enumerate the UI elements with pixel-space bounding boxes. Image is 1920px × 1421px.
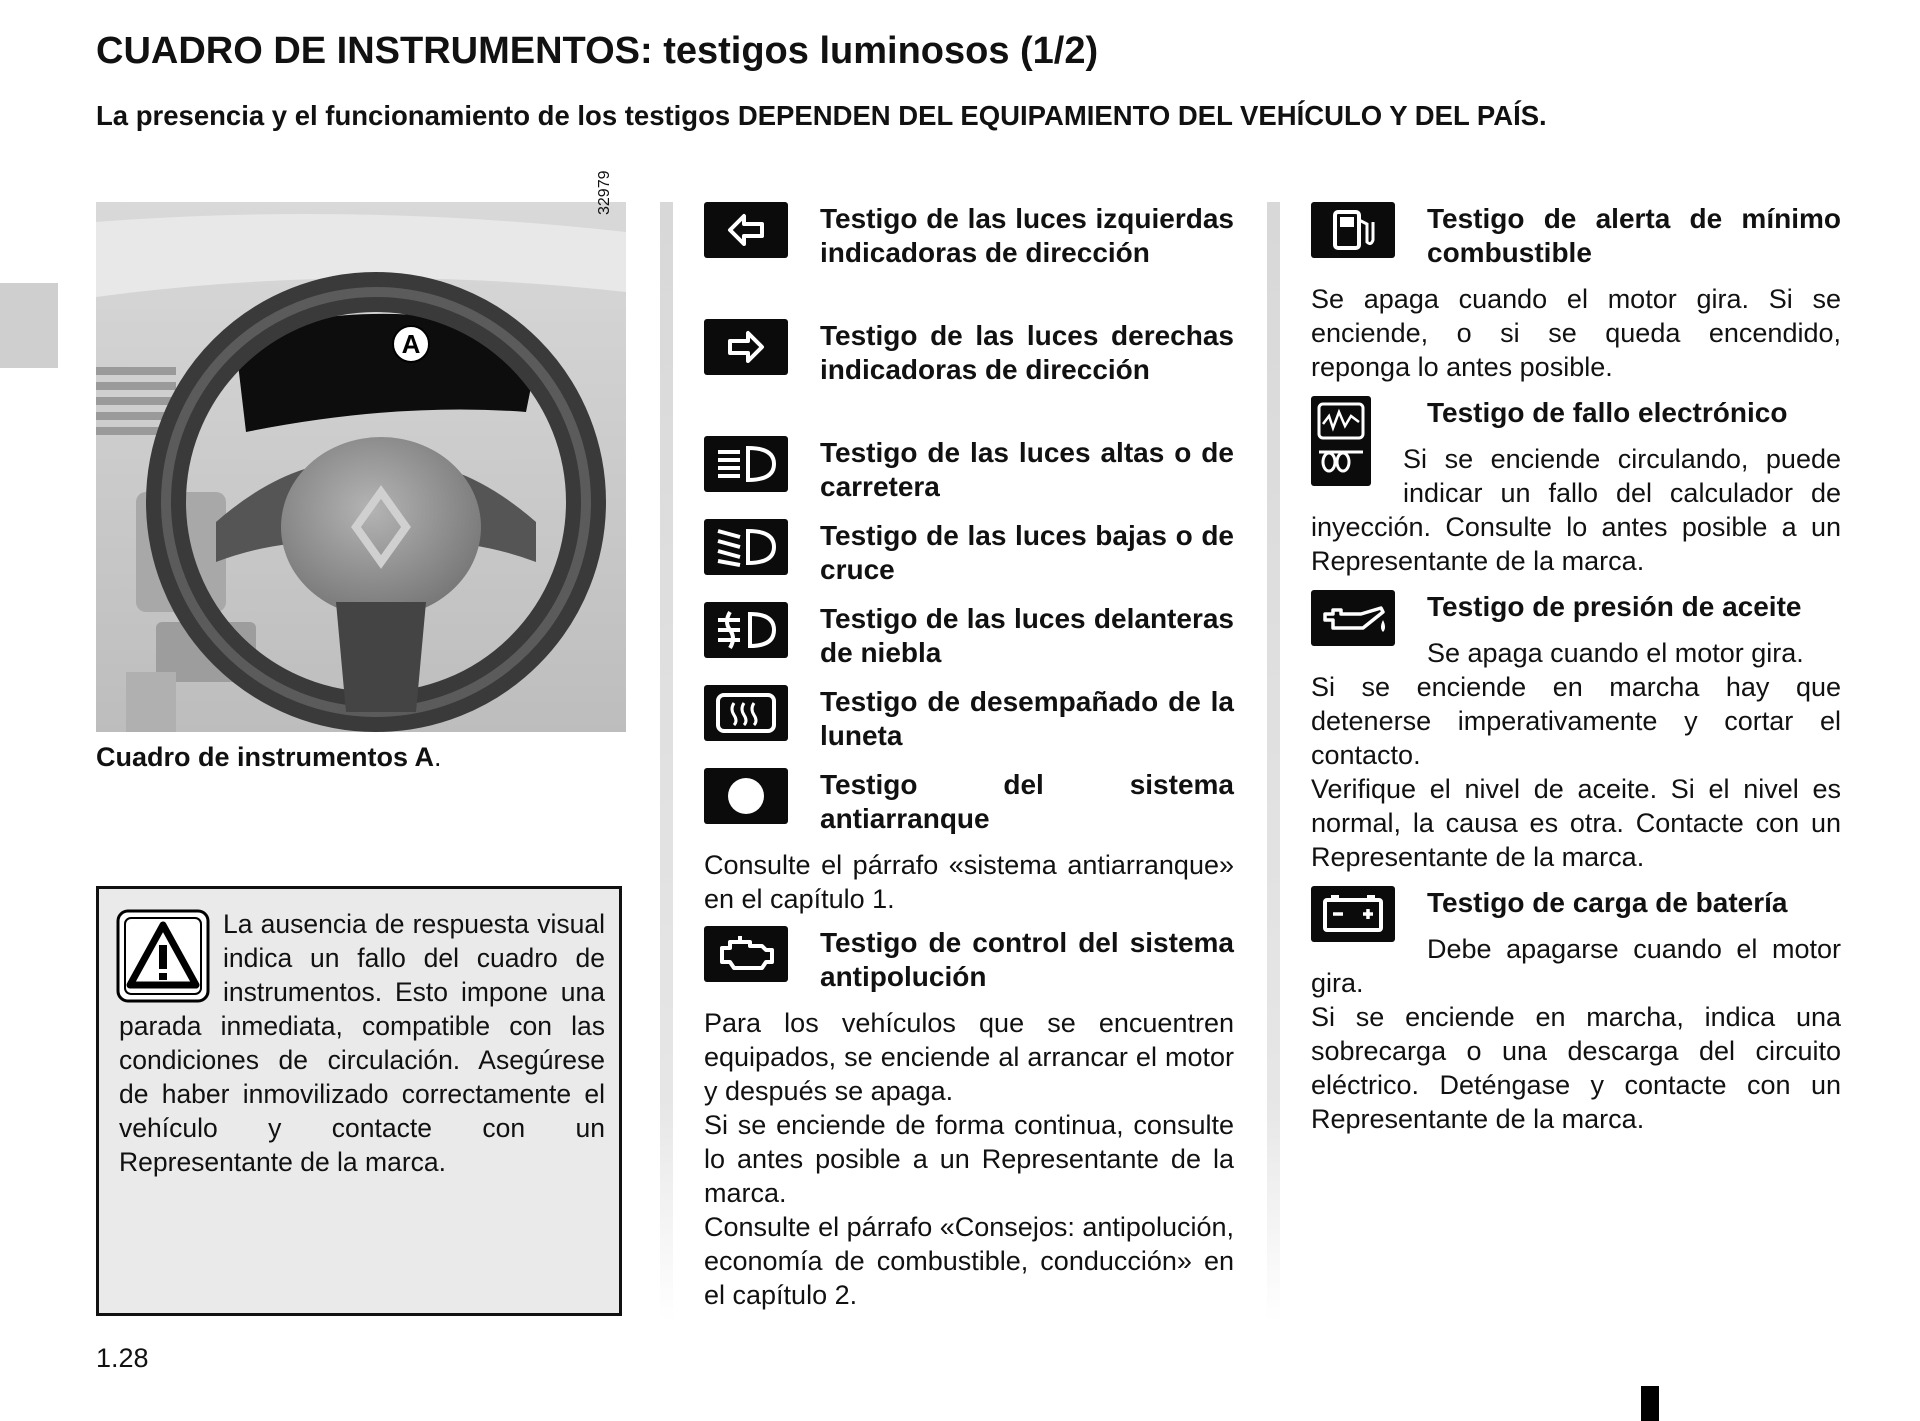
indicator-entry: Testigo de alerta de mínimo combustible Se apaga cuando el motor gira. Si se enciende, o si se queda encendido, reponga lo antes posible. xyxy=(1311,203,1841,382)
immobilizer-dot-icon xyxy=(704,768,788,824)
right-turn-arrow-icon xyxy=(704,319,788,375)
middle-column xyxy=(704,202,1234,1312)
indicator-entry: Testigo de las luces altas o de carretera xyxy=(704,436,1234,519)
chapter-side-tab xyxy=(0,283,58,368)
indicator-entry: Testigo de las luces delanteras de niebla xyxy=(704,602,1234,685)
page-corner-mark xyxy=(1641,1386,1659,1421)
rear-defrost-icon xyxy=(704,685,788,741)
right-column xyxy=(1311,202,1841,1136)
high-beam-icon xyxy=(704,436,788,492)
indicator-entry: Testigo de control del sistema antipolución Para los vehículos que se encuentren equipados, se enciende al arrancar el motor y después se apaga. Si se enciende de forma continua, consulte lo antes posible a un Representante de la marca. Consulte el párrafo «Consejos: antipolución, economía de combustible, conducción» en el capítulo 2. xyxy=(704,927,1234,1310)
low-beam-icon xyxy=(704,519,788,575)
indicator-entry: Testigo de las luces bajas o de cruce xyxy=(704,519,1234,602)
battery-icon xyxy=(1311,886,1395,942)
figure-marker-a: A xyxy=(401,329,421,359)
electronic-fault-icon xyxy=(1311,396,1371,486)
warning-text: La ausencia de respuesta visual indica un fallo del cuadro de instrumentos. Esto impone una parada inmediata, compatible con las condiciones de circulación. Asegúrese de haber inmovilizado correctamente el vehículo y contacte con un Representante de la marca. xyxy=(119,909,605,1177)
indicator-entry: Testigo de desempañado de la luneta xyxy=(704,685,1234,768)
figure-caption: Cuadro de instrumentos A. xyxy=(96,742,442,772)
page-title: CUADRO DE INSTRUMENTOS: testigos luminosos (1/2) xyxy=(96,30,1099,72)
page-subtitle: La presencia y el funcionamiento de los testigos DEPENDEN DEL EQUIPAMIENTO DEL VEHÍCULO Y DEL PAÍS. xyxy=(96,100,1547,131)
column-divider xyxy=(660,202,673,1322)
indicator-entry: Testigo de las luces izquierdas indicadoras de dirección xyxy=(704,202,1234,319)
oil-pressure-icon xyxy=(1311,590,1395,646)
indicator-entry: Testigo del sistema antiarranque Consulte el párrafo «sistema antiarranque» en el capítulo 1. xyxy=(704,769,1234,914)
fuel-pump-icon xyxy=(1311,202,1395,258)
warning-box xyxy=(96,886,622,1316)
indicator-entry: Testigo de carga de batería Debe apagarse cuando el motor gira. Si se enciende en marcha, indica una sobrecarga o una descarga del circuito eléctrico. Deténgase y contacte con un Representante de la marca. xyxy=(1311,887,1841,1134)
engine-check-icon xyxy=(704,926,788,982)
page-number: 1.28 xyxy=(96,1343,149,1373)
figure-reference-number: 32979 xyxy=(596,170,613,215)
column-divider xyxy=(1267,202,1280,1322)
indicator-entry: Testigo de fallo electrónico Si se enciende circulando, puede indicar un fallo del calculador de inyección. Consulte lo antes posible a un Representante de la marca. xyxy=(1311,397,1841,576)
indicator-entry: Testigo de presión de aceite Se apaga cuando el motor gira. Si se enciende en marcha hay que detenerse imperativamente y cortar el contacto. Verifique el nivel de aceite. Si el nivel es normal, la causa es otra. Contacte con un Representante de la marca. xyxy=(1311,591,1841,872)
instrument-panel-photo xyxy=(96,202,626,732)
left-turn-arrow-icon xyxy=(704,202,788,258)
indicator-entry: Testigo de las luces derechas indicadoras de dirección xyxy=(704,319,1234,436)
front-fog-light-icon xyxy=(704,602,788,658)
